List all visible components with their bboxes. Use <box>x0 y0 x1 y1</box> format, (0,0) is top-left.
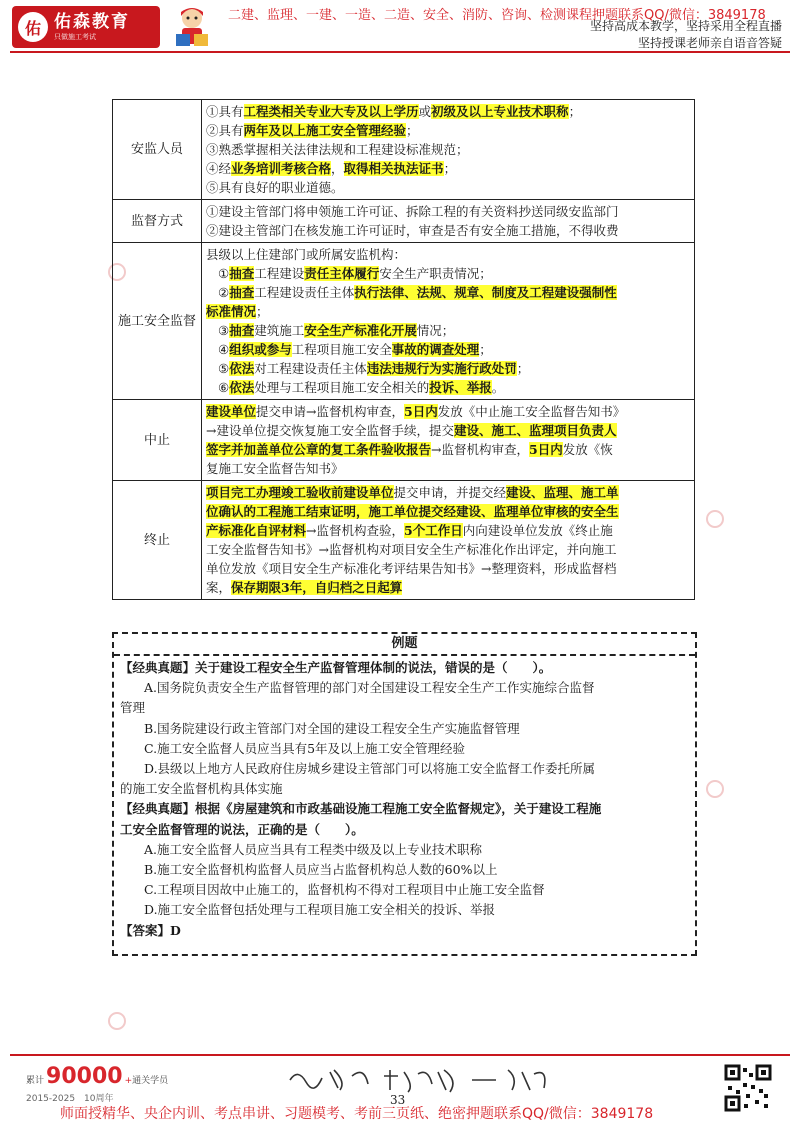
text-segment: →监督机构审查， <box>431 442 529 457</box>
question-1-option-a-cont: 管理 <box>120 700 146 716</box>
text-segment: 工程建设 <box>254 266 305 281</box>
row-content <box>202 481 695 600</box>
highlighted-text: 安全生产标准化开展 <box>304 323 417 338</box>
row-content <box>202 200 695 243</box>
content-line <box>206 540 690 559</box>
text-segment: ④ <box>218 342 230 357</box>
text-segment: ⑥ <box>218 380 230 395</box>
table-row <box>113 481 695 600</box>
content-line <box>206 378 690 397</box>
content-line <box>206 121 690 140</box>
text-segment: 工程建设责任主体 <box>254 285 355 300</box>
table-row <box>113 100 695 200</box>
text-segment: ②建设主管部门在核发施工许可证时，审查是否有安全施工措施，不得收费 <box>206 223 619 238</box>
text-segment: ③ <box>218 323 230 338</box>
content-line <box>206 302 690 321</box>
row-content <box>202 243 695 400</box>
question-2-option-d: D.施工安全监督包括处理与工程项目施工安全相关的投诉、举报 <box>144 902 496 918</box>
student-count-badge <box>26 1064 168 1089</box>
content-line <box>206 283 690 302</box>
table-row <box>113 200 695 243</box>
content-line <box>206 502 690 521</box>
content-line <box>206 264 690 283</box>
footer-years: 2015-2025 10周年 <box>26 1094 114 1104</box>
highlighted-text: 初级及以上专业技术职称 <box>431 104 569 119</box>
text-segment: 。 <box>491 380 505 395</box>
text-segment: ； <box>479 342 492 357</box>
text-segment: ②具有 <box>206 123 244 138</box>
text-segment: ① <box>218 266 230 281</box>
content-line <box>206 521 690 540</box>
example-box <box>112 632 697 956</box>
text-segment: 发放《中止施工安全监督告知书》 <box>437 404 626 419</box>
text-segment: ①建设主管部门将申领施工许可证、拆除工程的有关资料抄送同级安监部门 <box>206 204 619 219</box>
question-1-option-b: B.国务院建设行政主管部门对全国的建设工程安全生产实施监督管理 <box>144 720 520 736</box>
row-label: 中止 <box>113 400 202 481</box>
text-segment: 内向建设单位发放《终止施 <box>462 523 613 538</box>
footer-promo-text: 师面授精华、央企内训、考点串讲、习题模考、考前三页纸、绝密押题联系QQ/微信：3849178 <box>60 1106 654 1122</box>
text-segment: ⑤ <box>218 361 230 376</box>
content-line <box>206 140 690 159</box>
highlighted-text: 建设单位 <box>206 404 257 419</box>
row-label: 监督方式 <box>113 200 202 243</box>
highlighted-text: 项目完工办理竣工验收前建设单位 <box>206 485 394 500</box>
question-1-option-c: C.施工安全监督人员应当具有5年及以上施工安全管理经验 <box>144 740 466 756</box>
watermark <box>706 510 724 528</box>
highlighted-text: 5个工作日 <box>404 523 463 538</box>
highlighted-text: 5日内 <box>529 442 563 457</box>
count-number: 90000 <box>46 1064 123 1089</box>
question-2-stem: 【经典真题】根据《房屋建筑和市政基础设施工程施工安全监督规定》，关于建设工程施 <box>120 801 602 817</box>
question-1-option-d: D.县级以上地方人民政府住房城乡建设主管部门可以将施工安全监督工作委托所属 <box>144 761 596 777</box>
header-slogan-2: 坚持授课老师亲自语音答疑 <box>637 36 782 50</box>
content-line <box>206 578 690 597</box>
example-title: 例题 <box>114 634 695 656</box>
highlighted-text: 业务培训考核合格 <box>231 161 332 176</box>
content-line <box>206 202 690 221</box>
row-label: 终止 <box>113 481 202 600</box>
highlighted-text: 抽查 <box>229 266 255 281</box>
example-body <box>114 656 695 943</box>
highlighted-text: 取得相关执法证书 <box>343 161 444 176</box>
text-segment: ⑤具有良好的职业道德。 <box>206 180 344 195</box>
content-line <box>206 159 690 178</box>
qr-code-icon <box>724 1064 772 1112</box>
text-segment: ； <box>443 161 457 176</box>
text-segment: ③熟悉掌握相关法律法规和工程建设标准规范； <box>206 142 469 157</box>
text-segment: 对工程建设责任主体 <box>254 361 367 376</box>
text-segment: 提交申请→监督机构审查， <box>256 404 404 419</box>
highlighted-text: 抽查 <box>229 323 255 338</box>
text-segment: 县级以上住建部门或所属安监机构： <box>206 247 407 262</box>
text-segment: 或 <box>418 104 432 119</box>
highlighted-text: 投诉、举报 <box>429 380 492 395</box>
text-segment: →建设单位提交恢复施工安全监督手续，提交 <box>206 423 454 438</box>
highlighted-text: 依法 <box>229 361 255 376</box>
text-segment: 工安全监督告知书》→监督机构对项目安全生产标准化作出评定，并向施工 <box>206 542 617 557</box>
footer-divider <box>10 1054 790 1056</box>
highlighted-text: 5日内 <box>404 404 438 419</box>
text-segment: 提交申请，并提交经 <box>393 485 507 500</box>
content-line <box>206 483 690 502</box>
row-content <box>202 100 695 200</box>
question-1-option-a: A.国务院负责安全生产监督管理的部门对全国建设工程安全生产工作实施综合监督 <box>144 680 595 696</box>
content-line <box>206 340 690 359</box>
text-segment: 案， <box>206 580 232 595</box>
highlighted-text: 违法违规行为实施行政处罚 <box>366 361 517 376</box>
watermark <box>706 780 724 798</box>
row-label: 安监人员 <box>113 100 202 200</box>
row-content <box>202 400 695 481</box>
highlighted-text: 抽查 <box>229 285 255 300</box>
text-segment: ， <box>331 161 344 176</box>
logo-name: 佑森教育 <box>54 12 130 32</box>
content-line <box>206 402 690 421</box>
highlighted-text: 组织或参与 <box>229 342 292 357</box>
header-slogan-1: 坚持高成本教学，坚持采用全程直播 <box>589 19 782 33</box>
text-segment: 安全生产职责情况； <box>379 266 492 281</box>
content-line <box>206 321 690 340</box>
watermark-logo-icon <box>706 510 724 528</box>
question-2-stem-cont: 工安全监督管理的说法，正确的是（ ）。 <box>120 821 364 837</box>
text-segment: 单位发放《项目安全生产标准化考评结果告知书》→整理资料，形成监督档 <box>206 561 617 576</box>
table-row <box>113 400 695 481</box>
highlighted-text: 保存期限3年，自归档之日起算 <box>231 580 403 595</box>
highlighted-text: 事故的调查处理 <box>391 342 480 357</box>
content-line <box>206 245 690 264</box>
logo-mark-icon: 佑 <box>18 12 48 42</box>
text-segment: 复施工安全监督告知书》 <box>206 461 344 476</box>
page-header <box>0 0 800 52</box>
brand-logo <box>12 6 160 48</box>
question-1-option-d-cont: 的施工安全监督机构具体实施 <box>120 781 283 797</box>
highlighted-text: 两年及以上施工安全管理经验 <box>243 123 407 138</box>
page-number: 33 <box>390 1093 406 1107</box>
watermark-logo-icon <box>108 1012 126 1030</box>
watermark-logo-icon <box>706 780 724 798</box>
content-line <box>206 102 690 121</box>
highlighted-text: 标准情况 <box>206 304 257 319</box>
content-line <box>206 221 690 240</box>
handwritten-slogan <box>286 1062 556 1096</box>
highlighted-text: 执行法律、法规、规章、制度及工程建设强制性 <box>354 285 617 300</box>
count-prefix: 累计 <box>26 1076 45 1086</box>
row-label: 施工安全监督 <box>113 243 202 400</box>
text-segment: ①具有 <box>206 104 244 119</box>
content-line <box>206 559 690 578</box>
text-segment: ； <box>256 304 269 319</box>
question-2-option-c: C.工程项目因故中止施工的，监督机构不得对工程项目中止施工安全监督 <box>144 882 545 898</box>
text-segment: 建筑施工 <box>254 323 305 338</box>
text-segment: 发放《恢 <box>562 442 613 457</box>
text-segment: ； <box>516 361 530 376</box>
content-line <box>206 459 690 478</box>
logo-tagline: 只做施工考试 <box>54 33 96 41</box>
table-row <box>113 243 695 400</box>
content-line <box>206 359 690 378</box>
answer: 【答案】D <box>120 922 181 938</box>
question-1-stem: 【经典真题】关于建设工程安全生产监督管理体制的说法，错误的是（ ）。 <box>120 660 552 675</box>
question-2-option-a: A.施工安全监督人员应当具有工程类中级及以上专业技术职称 <box>144 841 483 857</box>
regulation-table <box>112 99 695 600</box>
header-divider <box>10 51 790 53</box>
content-line <box>206 421 690 440</box>
text-segment: →监督机构查验， <box>306 523 404 538</box>
header-promo-text: 二建、监理、一建、一造、二造、安全、消防、咨询、检测课程押题联系QQ/微信：3849178 <box>228 8 766 23</box>
mascot-icon <box>170 4 214 50</box>
content-line <box>206 440 690 459</box>
watermark <box>108 1012 126 1030</box>
text-segment: ② <box>218 285 230 300</box>
count-suffix: 通关学员 <box>132 1076 169 1086</box>
content-line <box>206 178 690 197</box>
highlighted-text: 依法 <box>229 380 255 395</box>
text-segment: ④经 <box>206 161 232 176</box>
highlighted-text: 工程类相关专业大专及以上学历 <box>243 104 419 119</box>
text-segment: 情况； <box>416 323 455 338</box>
highlighted-text: 位确认的工程施工结束证明，施工单位提交经建设、监理单位审核的安全生 <box>206 504 619 519</box>
highlighted-text: 责任主体履行 <box>304 266 380 281</box>
highlighted-text: 产标准化自评材料 <box>206 523 307 538</box>
text-segment: ； <box>406 123 419 138</box>
text-segment: 工程项目施工安全 <box>291 342 392 357</box>
text-segment: ； <box>568 104 582 119</box>
highlighted-text: 建设、监理、施工单 <box>506 485 619 500</box>
text-segment: 处理与工程项目施工安全相关的 <box>254 380 430 395</box>
highlighted-text: 签字并加盖单位公章的复工条件验收报告 <box>206 442 432 457</box>
question-2-option-b: B.施工安全监督机构监督人员应当占监督机构总人数的60%以上 <box>144 862 498 878</box>
count-plus: + <box>124 1076 133 1086</box>
highlighted-text: 建设、施工、监理项目负责人 <box>453 423 617 438</box>
